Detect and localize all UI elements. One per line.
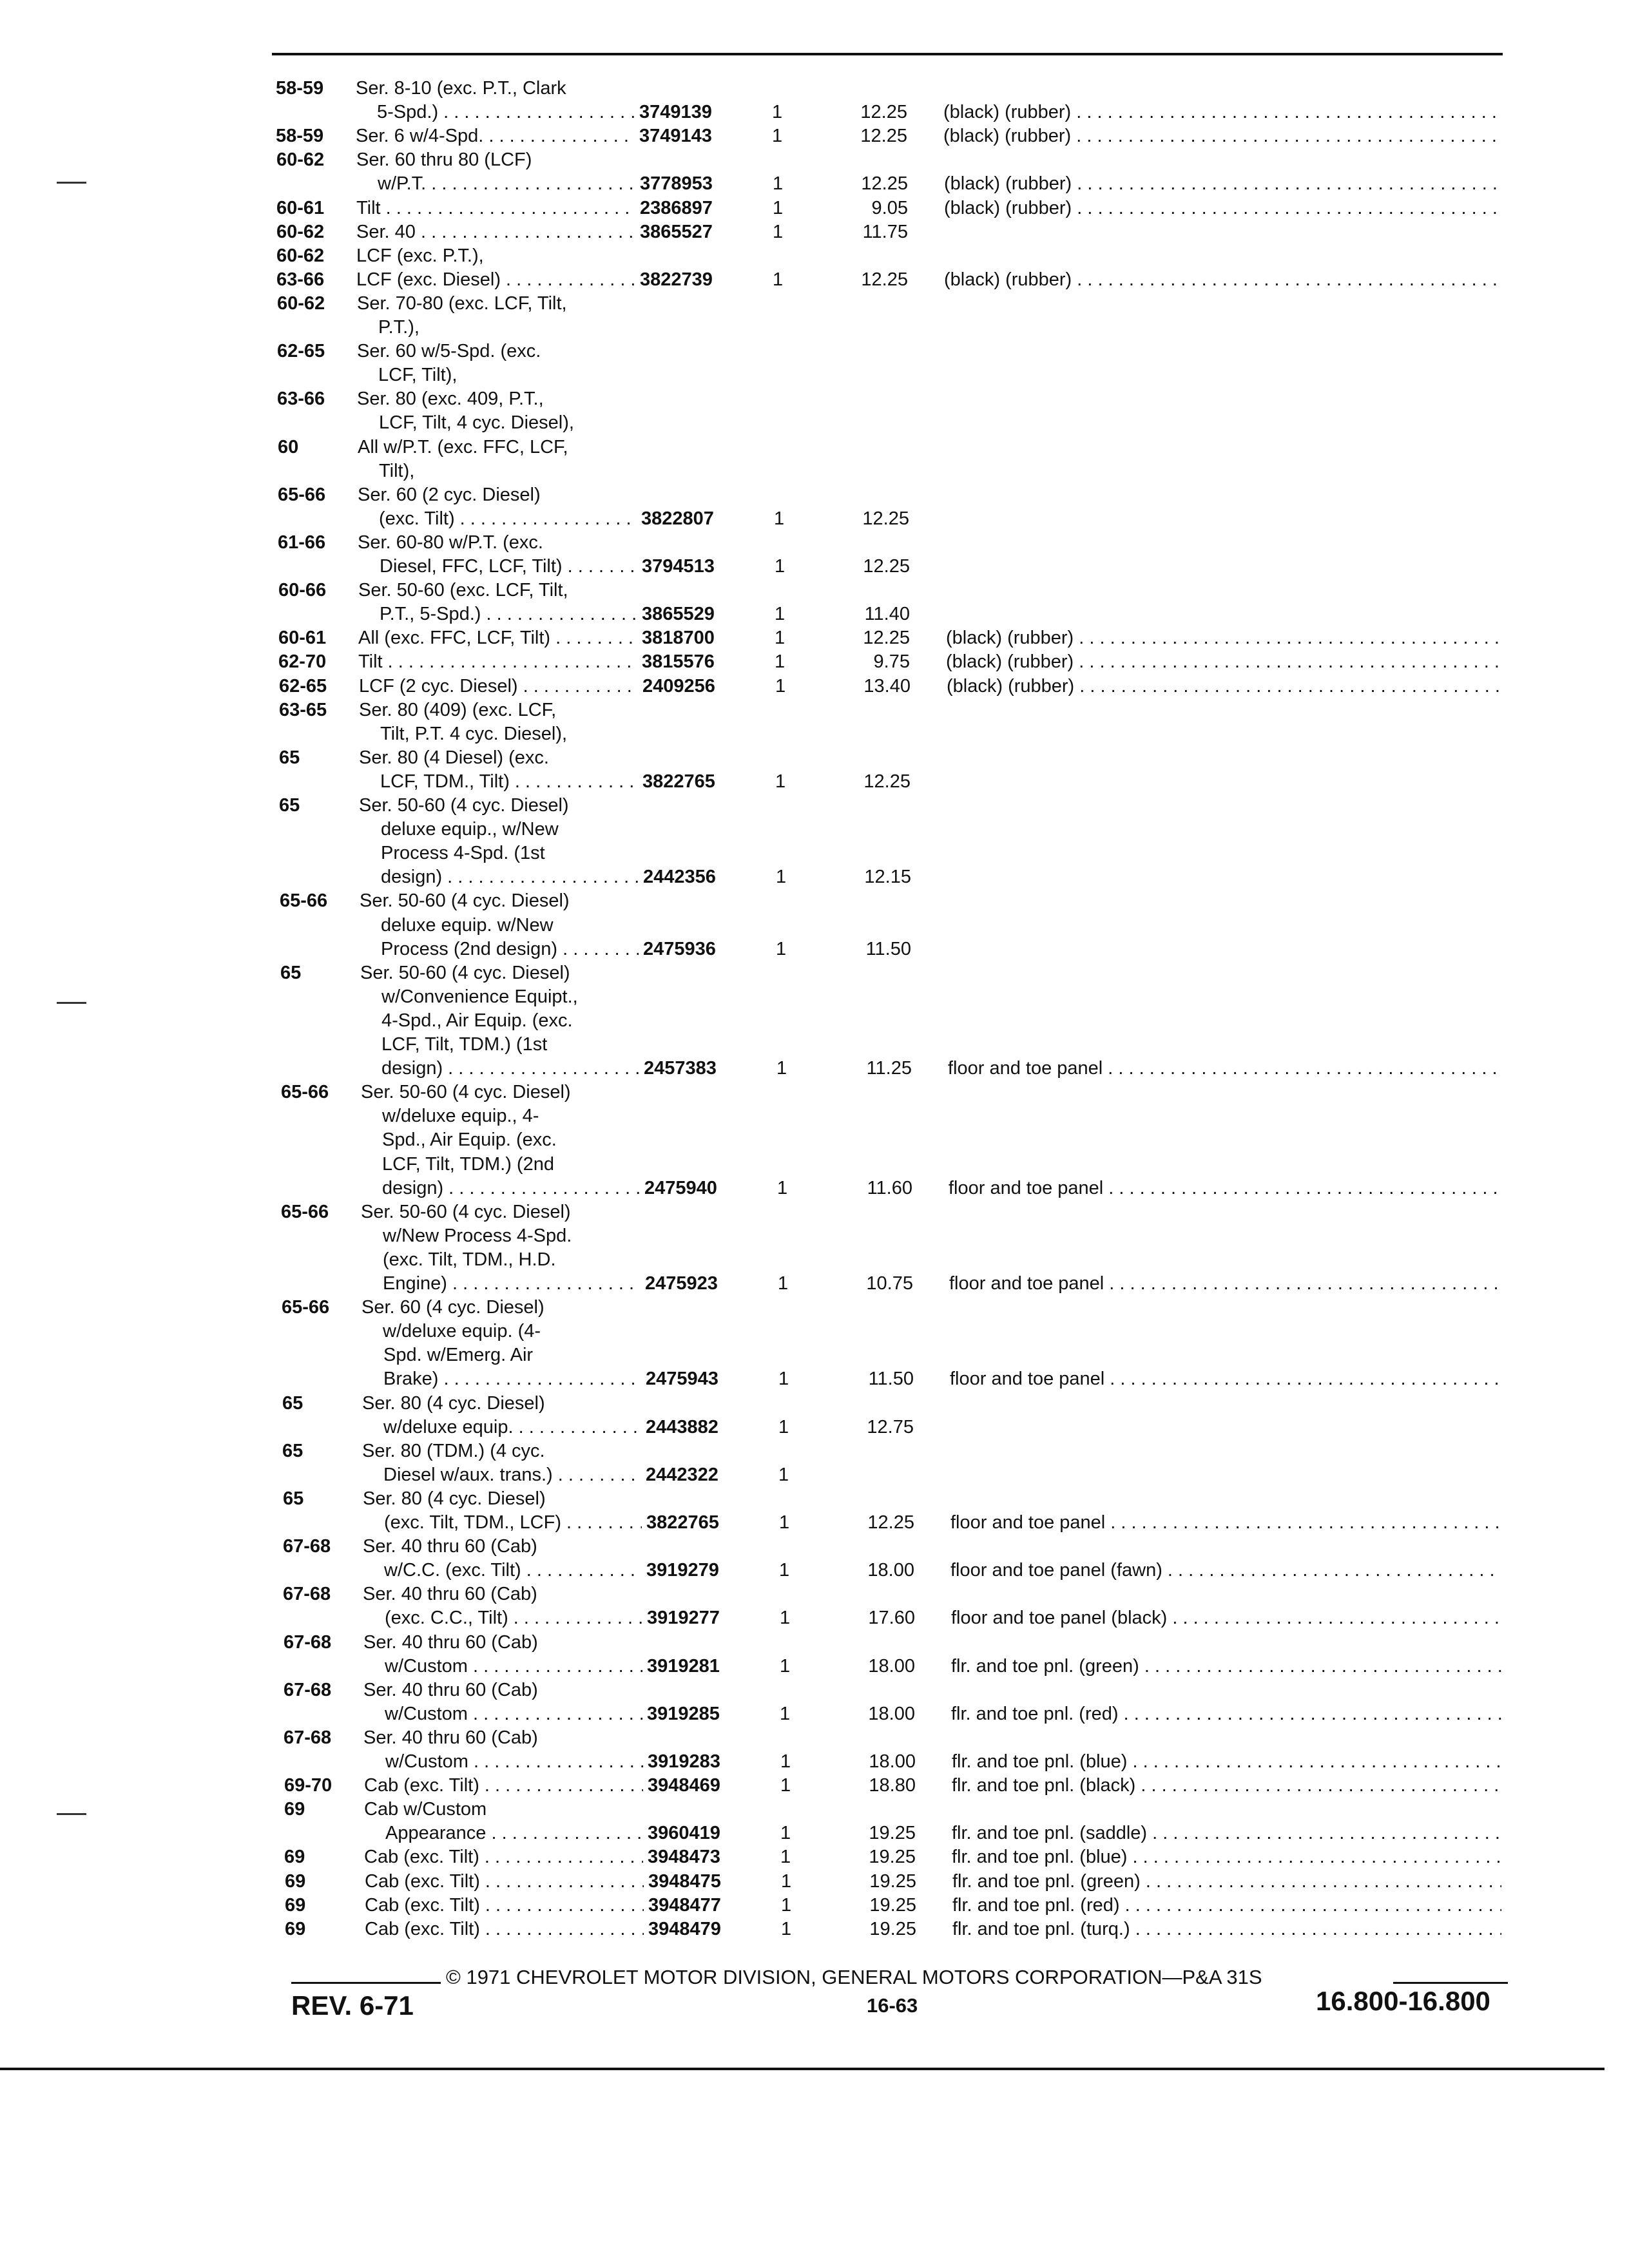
- description-cell: LCF (exc. P.T.),: [356, 245, 484, 266]
- part-number-cell: 3865527: [640, 222, 713, 242]
- quantity-cell: 1: [772, 126, 783, 146]
- part-number-cell: 3865529: [642, 604, 715, 624]
- remark-cell: floor and toe panel (black) . . .: [951, 1606, 1501, 1630]
- quantity-cell: 1: [779, 1512, 790, 1533]
- remark-cell: floor and toe panel . . .: [949, 1272, 1501, 1296]
- description-cell: LCF (exc. Diesel) . . .: [356, 268, 635, 292]
- year-cell: 65-66: [281, 1202, 329, 1222]
- year-cell: 67-68: [283, 1584, 331, 1604]
- part-number-cell: 2475943: [646, 1369, 718, 1389]
- description-cell: LCF, Tilt, TDM.) (2nd: [382, 1154, 554, 1175]
- description-cell: w/deluxe equip., 4-: [382, 1106, 539, 1126]
- remark-cell: (black) (rubber) . . .: [944, 268, 1501, 292]
- part-number-cell: 3948473: [648, 1847, 720, 1867]
- description-cell: P.T., 5-Spd.) . . .: [380, 602, 637, 626]
- description-cell: Ser. 40 thru 60 (Cab): [363, 1727, 538, 1748]
- remark-cell: flr. and toe pnl. (saddle) . . .: [952, 1821, 1501, 1845]
- price-cell: 12.15: [864, 867, 911, 887]
- description-cell: Ser. 50-60 (4 cyc. Diesel): [359, 795, 569, 816]
- year-cell: 67-68: [283, 1536, 331, 1557]
- description-cell: LCF, Tilt),: [378, 365, 458, 385]
- price-cell: 9.75: [873, 651, 910, 672]
- description-cell: Ser. 50-60 (4 cyc. Diesel): [361, 1082, 571, 1102]
- quantity-cell: 1: [772, 102, 783, 122]
- remark-cell: flr. and toe pnl. (red) . . .: [952, 1894, 1501, 1917]
- year-cell: 63-66: [277, 389, 325, 409]
- description-cell: LCF, Tilt, 4 cyc. Diesel),: [379, 412, 574, 433]
- price-cell: 12.25: [861, 173, 908, 194]
- description-cell: (exc. Tilt) . . .: [379, 507, 637, 531]
- description-cell: Brake) . . .: [383, 1367, 641, 1391]
- description-cell: deluxe equip., w/New: [381, 819, 559, 840]
- remark-cell: flr. and toe pnl. (red) . . .: [951, 1702, 1501, 1726]
- description-cell: Ser. 40 thru 60 (Cab): [363, 1536, 537, 1557]
- price-cell: 12.25: [861, 269, 908, 290]
- remark-cell: flr. and toe pnl. (blue) . . .: [952, 1750, 1501, 1774]
- description-cell: Tilt . . .: [358, 650, 637, 674]
- footer-rule-left: [291, 1982, 441, 1984]
- part-number-cell: 3822739: [640, 269, 713, 290]
- year-cell: 67-68: [284, 1632, 332, 1653]
- part-number-cell: 3822807: [641, 508, 714, 529]
- quantity-cell: 1: [773, 198, 784, 218]
- year-cell: 58-59: [276, 78, 324, 99]
- quantity-cell: 1: [775, 651, 786, 672]
- description-cell: Diesel w/aux. trans.) . . .: [383, 1463, 641, 1487]
- description-cell: Ser. 80 (4 cyc. Diesel): [362, 1393, 545, 1414]
- year-cell: 62-65: [279, 676, 327, 697]
- remark-cell: floor and toe panel . . .: [950, 1511, 1501, 1535]
- description-cell: Tilt, P.T. 4 cyc. Diesel),: [380, 724, 568, 744]
- price-cell: 19.25: [869, 1847, 916, 1867]
- description-cell: Tilt),: [379, 461, 415, 481]
- year-cell: 60-61: [278, 628, 327, 648]
- description-cell: Ser. 60 thru 80 (LCF): [356, 149, 532, 170]
- remark-cell: (black) (rubber) . . .: [946, 626, 1501, 650]
- year-cell: 65: [282, 1393, 304, 1414]
- description-cell: Process (2nd design) . . .: [381, 937, 639, 961]
- description-cell: Ser. 40 thru 60 (Cab): [363, 1632, 538, 1653]
- year-cell: 58-59: [276, 126, 324, 146]
- price-cell: 11.40: [864, 604, 910, 624]
- quantity-cell: 1: [780, 1775, 791, 1796]
- description-cell: w/P.T. . . .: [378, 172, 635, 196]
- price-cell: 18.00: [868, 1656, 915, 1677]
- price-cell: 11.25: [866, 1058, 912, 1079]
- part-number-cell: 2475936: [643, 939, 716, 959]
- part-number-cell: 3919281: [647, 1656, 720, 1677]
- part-number-cell: 2442322: [646, 1465, 718, 1485]
- price-cell: 18.00: [867, 1560, 914, 1581]
- quantity-cell: 1: [781, 1919, 792, 1939]
- quantity-cell: 1: [775, 676, 786, 697]
- year-cell: 69: [285, 1871, 306, 1892]
- description-cell: w/deluxe equip. (4-: [383, 1321, 541, 1341]
- quantity-cell: 1: [776, 939, 787, 959]
- copyright-notice: © 1971 CHEVROLET MOTOR DIVISION, GENERAL MOTORS CORPORATION—P&A 31S: [446, 1966, 1262, 1988]
- description-cell: All w/P.T. (exc. FFC, LCF,: [358, 437, 568, 457]
- part-number-cell: 3948477: [648, 1895, 721, 1916]
- year-cell: 62-65: [277, 341, 325, 361]
- year-cell: 65-66: [278, 485, 326, 505]
- part-number-cell: 3778953: [640, 173, 713, 194]
- quantity-cell: 1: [775, 628, 786, 648]
- description-cell: Cab (exc. Tilt) . . .: [365, 1894, 644, 1917]
- description-cell: Ser. 50-60 (4 cyc. Diesel): [360, 890, 570, 911]
- year-cell: 65: [283, 1488, 304, 1509]
- year-cell: 60: [278, 437, 299, 457]
- year-cell: 65-66: [282, 1297, 330, 1318]
- remark-cell: floor and toe panel . . .: [949, 1177, 1501, 1200]
- remark-cell: floor and toe panel . . .: [948, 1057, 1501, 1081]
- description-cell: Ser. 8-10 (exc. P.T., Clark: [356, 78, 566, 99]
- remark-cell: (black) (rubber) . . .: [943, 101, 1501, 124]
- price-cell: 10.75: [866, 1273, 913, 1294]
- description-cell: Ser. 80 (4 Diesel) (exc.: [359, 747, 549, 768]
- remark-cell: flr. and toe pnl. (black) . . .: [952, 1774, 1501, 1798]
- price-cell: 13.40: [863, 676, 911, 697]
- quantity-cell: 1: [781, 1895, 792, 1916]
- year-cell: 65: [279, 747, 300, 768]
- description-cell: Ser. 40 thru 60 (Cab): [363, 1680, 538, 1700]
- year-cell: 65: [282, 1441, 304, 1461]
- description-cell: Tilt . . .: [356, 197, 635, 220]
- part-number-cell: 3818700: [642, 628, 715, 648]
- quantity-cell: 1: [776, 867, 787, 887]
- price-cell: 12.75: [867, 1417, 914, 1437]
- year-cell: 69: [285, 1895, 306, 1916]
- part-number-cell: 2443882: [646, 1417, 718, 1437]
- price-cell: 12.25: [862, 508, 909, 529]
- description-cell: Ser. 70-80 (exc. LCF, Tilt,: [357, 293, 567, 314]
- part-number-cell: 3919277: [647, 1608, 720, 1628]
- year-cell: 69: [284, 1799, 305, 1820]
- year-cell: 65-66: [281, 1082, 329, 1102]
- description-cell: Ser. 60 w/5-Spd. (exc.: [357, 341, 541, 361]
- description-cell: Ser. 60 (2 cyc. Diesel): [358, 485, 541, 505]
- price-cell: 11.50: [865, 939, 911, 959]
- description-cell: Engine) . . .: [383, 1272, 641, 1296]
- quantity-cell: 1: [781, 1871, 792, 1892]
- part-number-cell: 2409256: [642, 676, 715, 697]
- description-cell: Cab w/Custom: [364, 1799, 487, 1820]
- description-cell: Ser. 80 (409) (exc. LCF,: [359, 700, 557, 720]
- description-cell: LCF, TDM., Tilt) . . .: [380, 770, 638, 794]
- year-cell: 69: [285, 1919, 306, 1939]
- description-cell: 5-Spd.) . . .: [377, 101, 635, 124]
- description-cell: Ser. 50-60 (exc. LCF, Tilt,: [358, 580, 568, 601]
- description-cell: Cab (exc. Tilt) . . .: [364, 1774, 643, 1798]
- remark-cell: flr. and toe pnl. (turq.) . . .: [952, 1917, 1501, 1941]
- part-number-cell: 3749143: [639, 126, 712, 146]
- quantity-cell: 1: [774, 508, 785, 529]
- year-cell: 60-62: [277, 293, 325, 314]
- year-cell: 60-61: [276, 198, 325, 218]
- description-cell: deluxe equip. w/New: [381, 915, 554, 936]
- description-cell: (exc. C.C., Tilt) . . .: [385, 1606, 642, 1630]
- description-cell: LCF, Tilt, TDM.) (1st: [381, 1034, 548, 1055]
- quantity-cell: 1: [778, 1273, 789, 1294]
- description-cell: Ser. 40 . . .: [356, 220, 635, 244]
- price-cell: 18.00: [869, 1751, 916, 1772]
- year-cell: 60-62: [276, 245, 325, 266]
- description-cell: Cab (exc. Tilt) . . .: [364, 1845, 643, 1869]
- year-cell: 67-68: [284, 1680, 332, 1700]
- part-number-cell: 3749139: [639, 102, 712, 122]
- description-cell: Appearance . . .: [385, 1821, 643, 1845]
- part-number-cell: 3948469: [648, 1775, 720, 1796]
- description-cell: Cab (exc. Tilt) . . .: [365, 1870, 644, 1894]
- part-number-cell: 3919283: [648, 1751, 720, 1772]
- part-number-cell: 3948479: [648, 1919, 721, 1939]
- description-cell: w/Custom . . .: [385, 1702, 642, 1726]
- bottom-rule: [0, 2068, 1605, 2070]
- quantity-cell: 1: [780, 1847, 791, 1867]
- description-cell: Ser. 6 w/4-Spd. . . .: [356, 124, 635, 148]
- quantity-cell: 1: [773, 173, 784, 194]
- description-cell: Diesel, FFC, LCF, Tilt) . . .: [380, 555, 637, 579]
- price-cell: 12.25: [863, 771, 911, 792]
- description-cell: Process 4-Spd. (1st: [381, 843, 545, 863]
- part-number-cell: 2475940: [644, 1178, 717, 1198]
- quantity-cell: 1: [778, 1369, 789, 1389]
- quantity-cell: 1: [773, 269, 784, 290]
- description-cell: Cab (exc. Tilt) . . .: [365, 1917, 644, 1941]
- price-cell: 9.05: [871, 198, 908, 218]
- description-cell: Ser. 60 (4 cyc. Diesel): [361, 1297, 545, 1318]
- remark-cell: floor and toe panel . . .: [950, 1367, 1501, 1391]
- revision-label: REV. 6-71: [291, 1990, 414, 2021]
- quantity-cell: 1: [778, 1465, 789, 1485]
- description-cell: design) . . .: [382, 1177, 640, 1200]
- price-cell: 17.60: [868, 1608, 915, 1628]
- part-number-cell: 3948475: [648, 1871, 721, 1892]
- description-cell: w/C.C. (exc. Tilt) . . .: [384, 1559, 642, 1582]
- price-cell: 11.75: [862, 222, 908, 242]
- part-number-cell: 3919285: [647, 1704, 720, 1724]
- remark-cell: (black) (rubber) . . .: [943, 124, 1501, 148]
- price-cell: 12.25: [860, 126, 907, 146]
- description-cell: Ser. 80 (4 cyc. Diesel): [363, 1488, 546, 1509]
- price-cell: 12.25: [863, 556, 910, 577]
- remark-cell: (black) (rubber) . . .: [946, 650, 1501, 674]
- quantity-cell: 1: [778, 1417, 789, 1437]
- price-cell: 12.25: [860, 102, 907, 122]
- description-cell: design) . . .: [381, 1057, 639, 1081]
- price-cell: 19.25: [869, 1895, 916, 1916]
- quantity-cell: 1: [780, 1751, 791, 1772]
- description-cell: w/deluxe equip. . . .: [383, 1416, 641, 1439]
- remark-cell: flr. and toe pnl. (green) . . .: [952, 1870, 1501, 1894]
- description-cell: Ser. 50-60 (4 cyc. Diesel): [360, 963, 570, 983]
- description-cell: (exc. Tilt, TDM., LCF) . . .: [384, 1511, 642, 1535]
- year-cell: 65: [279, 795, 300, 816]
- part-number-cell: 3822765: [642, 771, 715, 792]
- description-cell: P.T.),: [378, 317, 419, 338]
- description-cell: design) . . .: [381, 865, 639, 889]
- description-cell: Ser. 50-60 (4 cyc. Diesel): [361, 1202, 571, 1222]
- description-cell: w/New Process 4-Spd.: [383, 1225, 572, 1246]
- price-cell: 18.80: [869, 1775, 916, 1796]
- year-cell: 63-65: [279, 700, 327, 720]
- price-cell: 19.25: [869, 1871, 916, 1892]
- part-number-cell: 3815576: [642, 651, 715, 672]
- price-cell: 11.60: [867, 1178, 912, 1198]
- price-cell: 12.25: [863, 628, 910, 648]
- quantity-cell: 1: [775, 604, 786, 624]
- quantity-cell: 1: [780, 1656, 791, 1677]
- description-cell: Spd. w/Emerg. Air: [383, 1345, 534, 1365]
- quantity-cell: 1: [780, 1608, 791, 1628]
- quantity-cell: 1: [779, 1560, 790, 1581]
- description-cell: (exc. Tilt, TDM., H.D.: [383, 1249, 556, 1270]
- part-number-cell: 2475923: [645, 1273, 718, 1294]
- remark-cell: flr. and toe pnl. (green) . . .: [951, 1655, 1501, 1678]
- part-number-cell: 2442356: [643, 867, 716, 887]
- year-cell: 60-62: [276, 149, 325, 170]
- description-cell: w/Custom . . .: [385, 1750, 643, 1774]
- quantity-cell: 1: [775, 556, 786, 577]
- year-cell: 60-66: [278, 580, 327, 601]
- year-cell: 63-66: [276, 269, 325, 290]
- quantity-cell: 1: [775, 771, 786, 792]
- description-cell: 4-Spd., Air Equip. (exc.: [381, 1010, 573, 1031]
- description-cell: Spd., Air Equip. (exc.: [382, 1129, 557, 1150]
- remark-cell: (black) (rubber) . . .: [944, 197, 1501, 220]
- year-cell: 65: [280, 963, 302, 983]
- price-cell: 11.50: [868, 1369, 914, 1389]
- quantity-cell: 1: [776, 1058, 787, 1079]
- footer-rule-right: [1393, 1982, 1508, 1984]
- part-number-cell: 3960419: [648, 1823, 720, 1843]
- part-number-cell: 3822765: [646, 1512, 719, 1533]
- remark-cell: (black) (rubber) . . .: [947, 675, 1501, 698]
- quantity-cell: 1: [777, 1178, 788, 1198]
- year-cell: 69: [284, 1847, 305, 1867]
- year-cell: 61-66: [278, 532, 326, 553]
- price-cell: 19.25: [869, 1823, 916, 1843]
- part-number-cell: 2386897: [640, 198, 713, 218]
- section-range: 16.800-16.800: [1316, 1986, 1490, 2016]
- part-number-cell: 2457383: [644, 1058, 717, 1079]
- page-number: 16-63: [867, 1994, 918, 2017]
- remark-cell: floor and toe panel (fawn) . . .: [950, 1559, 1501, 1582]
- remark-cell: flr. and toe pnl. (blue) . . .: [952, 1845, 1501, 1869]
- quantity-cell: 1: [773, 222, 784, 242]
- year-cell: 60-62: [276, 222, 325, 242]
- quantity-cell: 1: [780, 1704, 791, 1724]
- year-cell: 67-68: [284, 1727, 332, 1748]
- description-cell: Ser. 60-80 w/P.T. (exc.: [358, 532, 543, 553]
- remark-cell: (black) (rubber) . . .: [944, 172, 1501, 196]
- price-cell: 12.25: [867, 1512, 914, 1533]
- year-cell: 69-70: [284, 1775, 333, 1796]
- part-number-cell: 3794513: [642, 556, 715, 577]
- description-cell: Ser. 80 (TDM.) (4 cyc.: [362, 1441, 545, 1461]
- year-cell: 65-66: [280, 890, 328, 911]
- description-cell: Ser. 80 (exc. 409, P.T.,: [357, 389, 544, 409]
- description-cell: LCF (2 cyc. Diesel) . . .: [359, 675, 638, 698]
- description-cell: w/Convenience Equipt.,: [381, 986, 578, 1007]
- year-cell: 62-70: [278, 651, 327, 672]
- quantity-cell: 1: [780, 1823, 791, 1843]
- description-cell: w/Custom . . .: [385, 1655, 642, 1678]
- description-cell: Ser. 40 thru 60 (Cab): [363, 1584, 537, 1604]
- part-number-cell: 3919279: [646, 1560, 719, 1581]
- price-cell: 18.00: [868, 1704, 915, 1724]
- price-cell: 19.25: [869, 1919, 916, 1939]
- description-cell: All (exc. FFC, LCF, Tilt) . . .: [358, 626, 637, 650]
